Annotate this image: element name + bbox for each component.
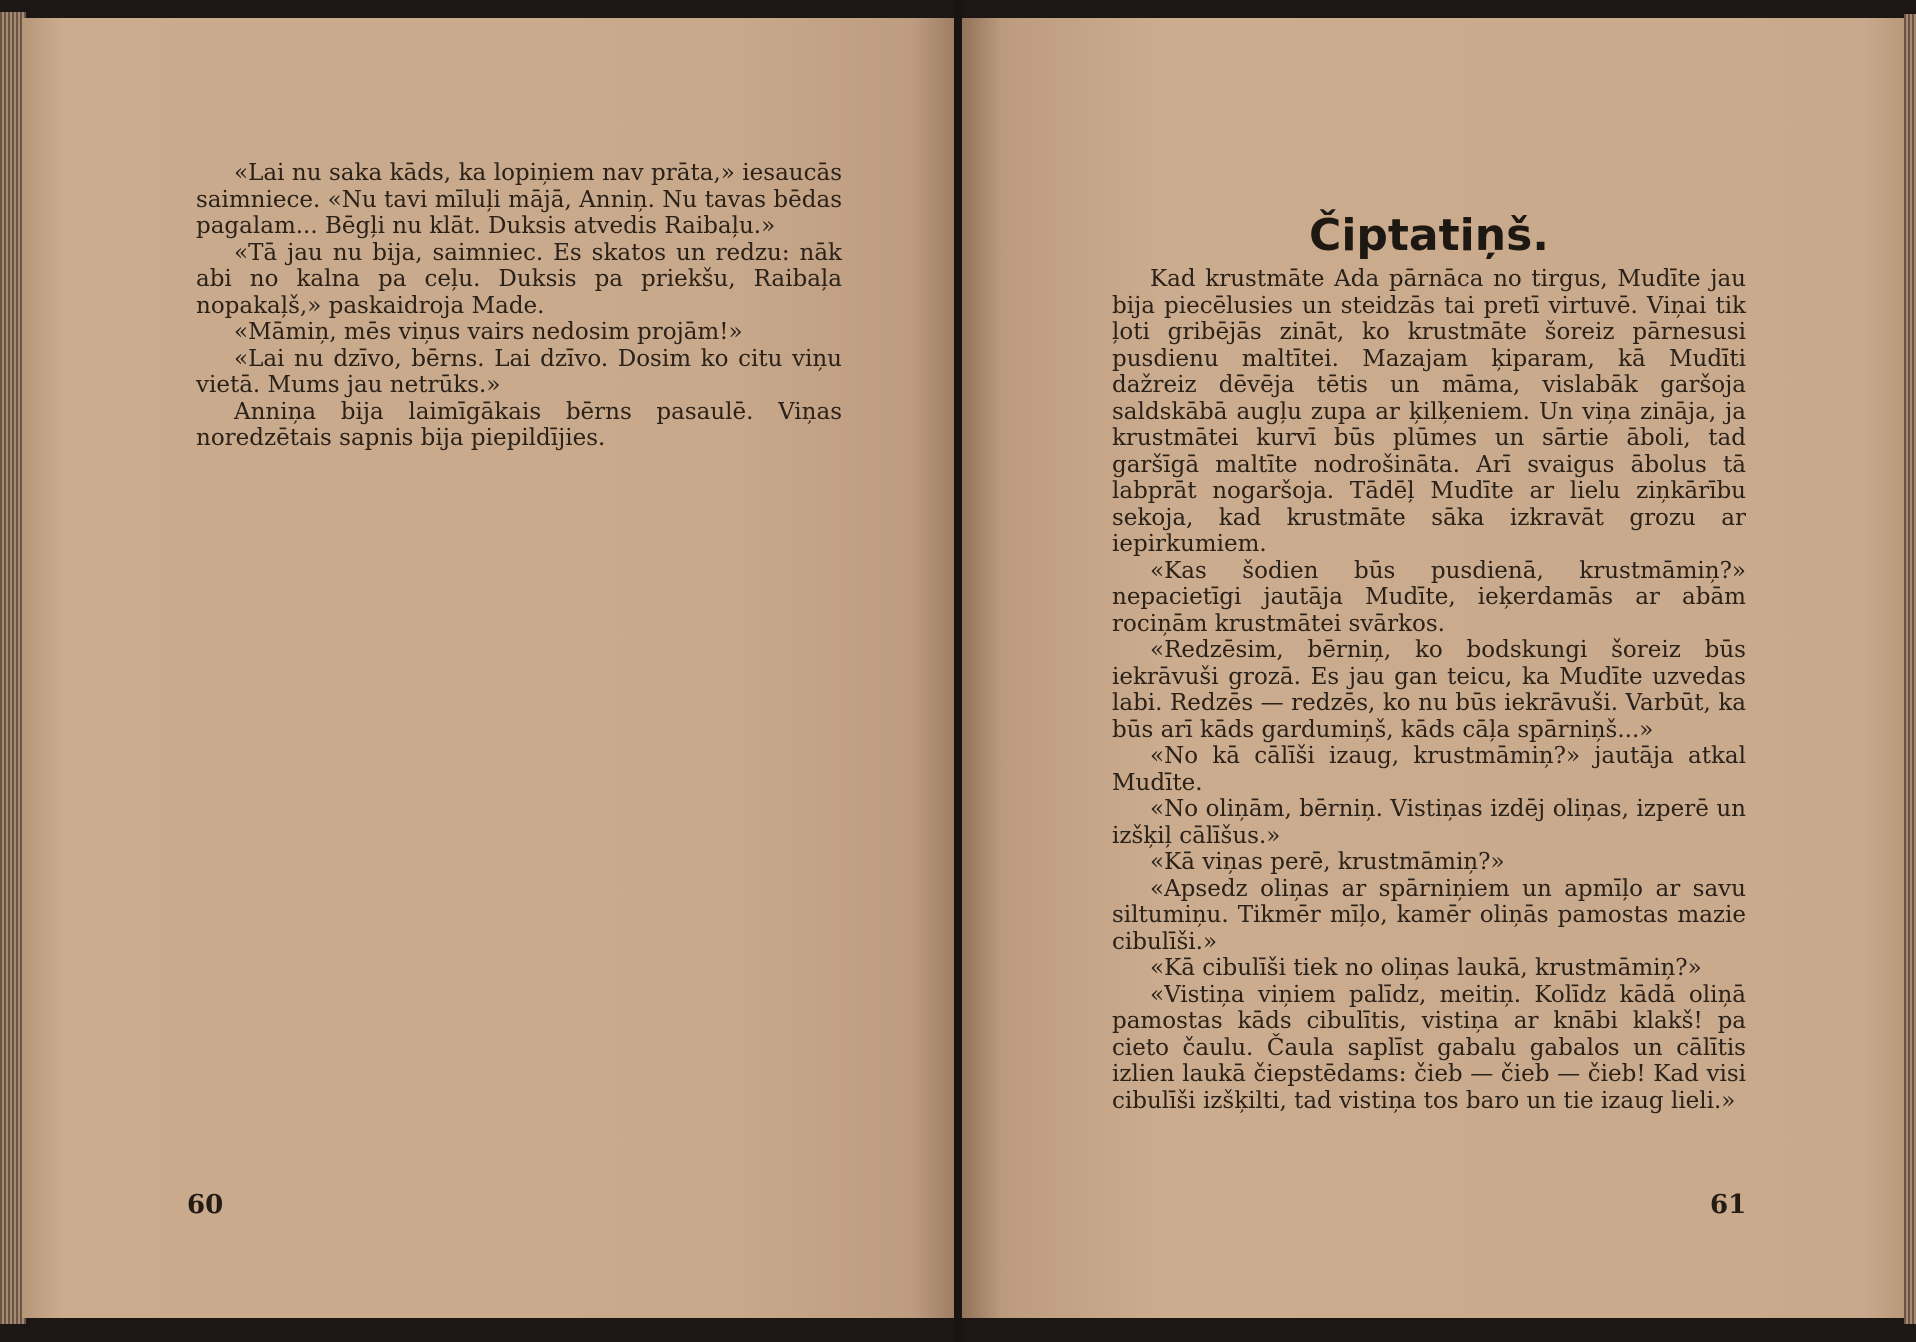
left-page-text (196, 160, 842, 452)
paragraph: «No oliņām, bērniņ. Vistiņas izdēj oliņas, izperē un izšķiļ cālīšus.» (1112, 796, 1746, 849)
paragraph: Anniņa bija laimīgākais bērns pasaulē. Viņas noredzētais sapnis bija piepildījies. (196, 398, 842, 451)
paragraph: «Redzēsim, bērniņ, ko bodskungi šoreiz būs iekrāvuši grozā. Es jau gan teicu, ka Mudīte uzvedas labi. Redzēs — redzēs, ko nu būs iekrāvuši. Varbūt, ka būs arī kāds gardumiņš, kāds cāļa spārniņš...» (1112, 637, 1746, 743)
chapter-title: Čiptatiņš. (1309, 210, 1549, 261)
right-page (962, 18, 1908, 1318)
page-number-right: 61 (1710, 1190, 1747, 1220)
paragraph: «Kā viņas perē, krustmāmiņ?» (1150, 849, 1505, 875)
paragraph: «Kas šodien būs pusdienā, krustmāmiņ?» nepacietīgi jautāja Mudīte, ieķerdamās ar abām rociņām krustmātei svārkos. (1112, 557, 1746, 637)
paragraph: «Kā cibulīši tiek no oliņas laukā, krustmāmiņ?» (1150, 955, 1702, 981)
left-page (22, 18, 956, 1318)
page-number-left: 60 (187, 1190, 224, 1220)
paragraph: Kad krustmāte Ada pārnāca no tirgus, Mudīte jau bija piecēlusies un steidzās tai pretī virtuvē. Viņai tik ļoti gribējās zināt, ko krustmāte šoreiz pārnesusi pusdienu maltītei. Mazajam ķiparam, kā Mudīti dažreiz dēvēja tētis un māma, vislabāk garšoja saldskābā augļu zupa ar ķilķeniem. Un viņa zināja, ja krustmātei kurvī būs plūmes un sārtie āboli, tad garšīgā maltīte nodrošināta. Arī svaigus ābolus tā labprāt nogaršoja. Tādēļ Mudīte ar lielu ziņkārību sekoja, kad krustmāte sāka izkravāt grozu ar iepirkumiem. (1112, 266, 1746, 557)
paragraph: «Vistiņa viņiem palīdz, meitiņ. Kolīdz kādā oliņā pamostas kāds cibulītis, vistiņa ar knābi klakš! pa cieto čaulu. Čaula saplīst gabalu gabalos un cālītis izlien laukā čiepstēdams: čieb — čieb — čieb! Kad visi cibulīši izšķilti, tad vistiņa tos baro un tie izaug lieli.» (1112, 981, 1746, 1114)
paragraph: «Māmiņ, mēs viņus vairs nedosim projām!» (234, 319, 743, 345)
paragraph: «Tā jau nu bija, saimniec. Es skatos un redzu: nāk abi no kalna pa ceļu. Duksis pa priekšu, Raibaļa nopakaļš,» paskaidroja Made. (196, 239, 842, 319)
page-edges-right (1904, 14, 1916, 1324)
paragraph: «Lai nu dzīvo, bērns. Lai dzīvo. Dosim ko citu viņu vietā. Mums jau netrūks.» (196, 345, 842, 398)
paragraph: «No kā cālīši izaug, krustmāmiņ?» jautāja atkal Mudīte. (1112, 743, 1746, 796)
paragraph: «Apsedz oliņas ar spārniņiem un apmīļo ar savu siltumiņu. Tikmēr mīļo, kamēr oliņās pamostas mazie cibulīši.» (1112, 875, 1746, 955)
paragraph: «Lai nu saka kāds, ka lopiņiem nav prāta,» iesaucās saimniece. «Nu tavi mīluļi mājā, Anniņ. Nu tavas bēdas pagalam... Bēgļi nu klāt. Duksis atvedis Raibaļu.» (196, 160, 842, 239)
right-page-text (1112, 266, 1746, 1114)
